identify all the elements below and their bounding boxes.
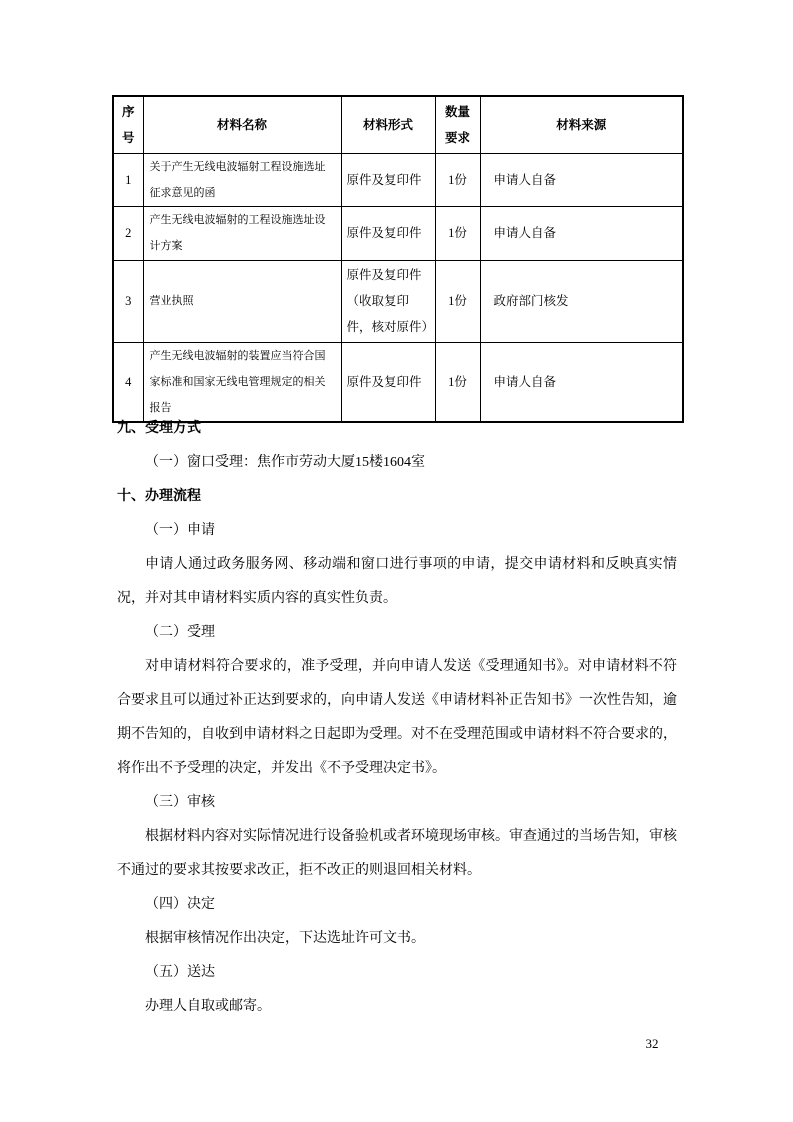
- cell-source: 申请人自备: [480, 342, 683, 422]
- section-heading-process-flow: 十、办理流程: [117, 489, 201, 504]
- cell-material-form: 原件及复印件: [341, 206, 435, 260]
- document-body: [117, 412, 677, 1024]
- cell-seq-no: 1: [113, 153, 143, 206]
- cell-material-name: 营业执照: [143, 260, 341, 342]
- cell-seq-no: 2: [113, 206, 143, 260]
- cell-source: 申请人自备: [480, 206, 683, 260]
- subsection-review-label: （三）审核: [145, 795, 215, 810]
- paragraph-delivery: 办理人自取或邮寄。: [145, 999, 271, 1014]
- cell-material-name: 产生无线电波辐射的装置应当符合国家标准和国家无线电管理规定的相关报告: [143, 342, 341, 422]
- cell-quantity: 1份: [435, 153, 480, 206]
- subsection-delivery-label: （五）送达: [145, 965, 215, 980]
- cell-source: 申请人自备: [480, 153, 683, 206]
- cell-quantity: 1份: [435, 206, 480, 260]
- materials-table: [112, 95, 684, 423]
- table-row: [113, 206, 683, 260]
- cell-quantity: 1份: [435, 260, 480, 342]
- section-heading-acceptance-method: 九、受理方式: [117, 421, 201, 436]
- table-row: [113, 342, 683, 422]
- header-material-source: 材料来源: [480, 96, 683, 153]
- cell-source: 政府部门核发: [480, 260, 683, 342]
- subsection-application-label: （一）申请: [145, 523, 215, 538]
- paragraph-application: 申请人通过政务服务网、移动端和窗口进行事项的申请，提交申请材料和反映真实情况，并对其申请材料实质内容的真实性负责。: [117, 557, 677, 606]
- page-number: 32: [645, 1036, 659, 1051]
- cell-material-form: 原件及复印件: [341, 153, 435, 206]
- header-material-form: 材料形式: [341, 96, 435, 153]
- paragraph-review: 根据材料内容对实际情况进行设备验机或者环境现场审核。审查通过的当场告知，审核不通过的要求其按要求改正，拒不改正的则退回相关材料。: [117, 829, 677, 878]
- cell-seq-no: 3: [113, 260, 143, 342]
- cell-material-name: 关于产生无线电波辐射工程设施选址征求意见的函: [143, 153, 341, 206]
- subsection-window-acceptance: （一）窗口受理：焦作市劳动大厦15楼1604室: [145, 455, 425, 470]
- table-header-row: [113, 96, 683, 153]
- cell-seq-no: 4: [113, 342, 143, 422]
- header-quantity-requirement: 数量要求: [435, 96, 480, 153]
- header-material-name: 材料名称: [143, 96, 341, 153]
- cell-material-form: 原件及复印件: [341, 342, 435, 422]
- header-seq-no: 序号: [113, 96, 143, 153]
- cell-material-name: 产生无线电波辐射的工程设施选址设计方案: [143, 206, 341, 260]
- subsection-acceptance-label: （二）受理: [145, 625, 215, 640]
- table-row: [113, 153, 683, 206]
- cell-quantity: 1份: [435, 342, 480, 422]
- paragraph-decision: 根据审核情况作出决定，下达选址许可文书。: [145, 931, 425, 946]
- subsection-decision-label: （四）决定: [145, 897, 215, 912]
- cell-material-form: 原件及复印件（收取复印件，核对原件）: [341, 260, 435, 342]
- paragraph-acceptance: 对申请材料符合要求的，准予受理，并向申请人发送《受理通知书》。对申请材料不符合要求且可以通过补正达到要求的，向申请人发送《申请材料补正告知书》一次性告知，逾期不告知的，自收到申请材料之日起即为受理。对不在受理范围或申请材料不符合要求的，将作出不予受理的决定，并发出《不予受理决定书》。: [117, 659, 677, 776]
- table-row: [113, 260, 683, 342]
